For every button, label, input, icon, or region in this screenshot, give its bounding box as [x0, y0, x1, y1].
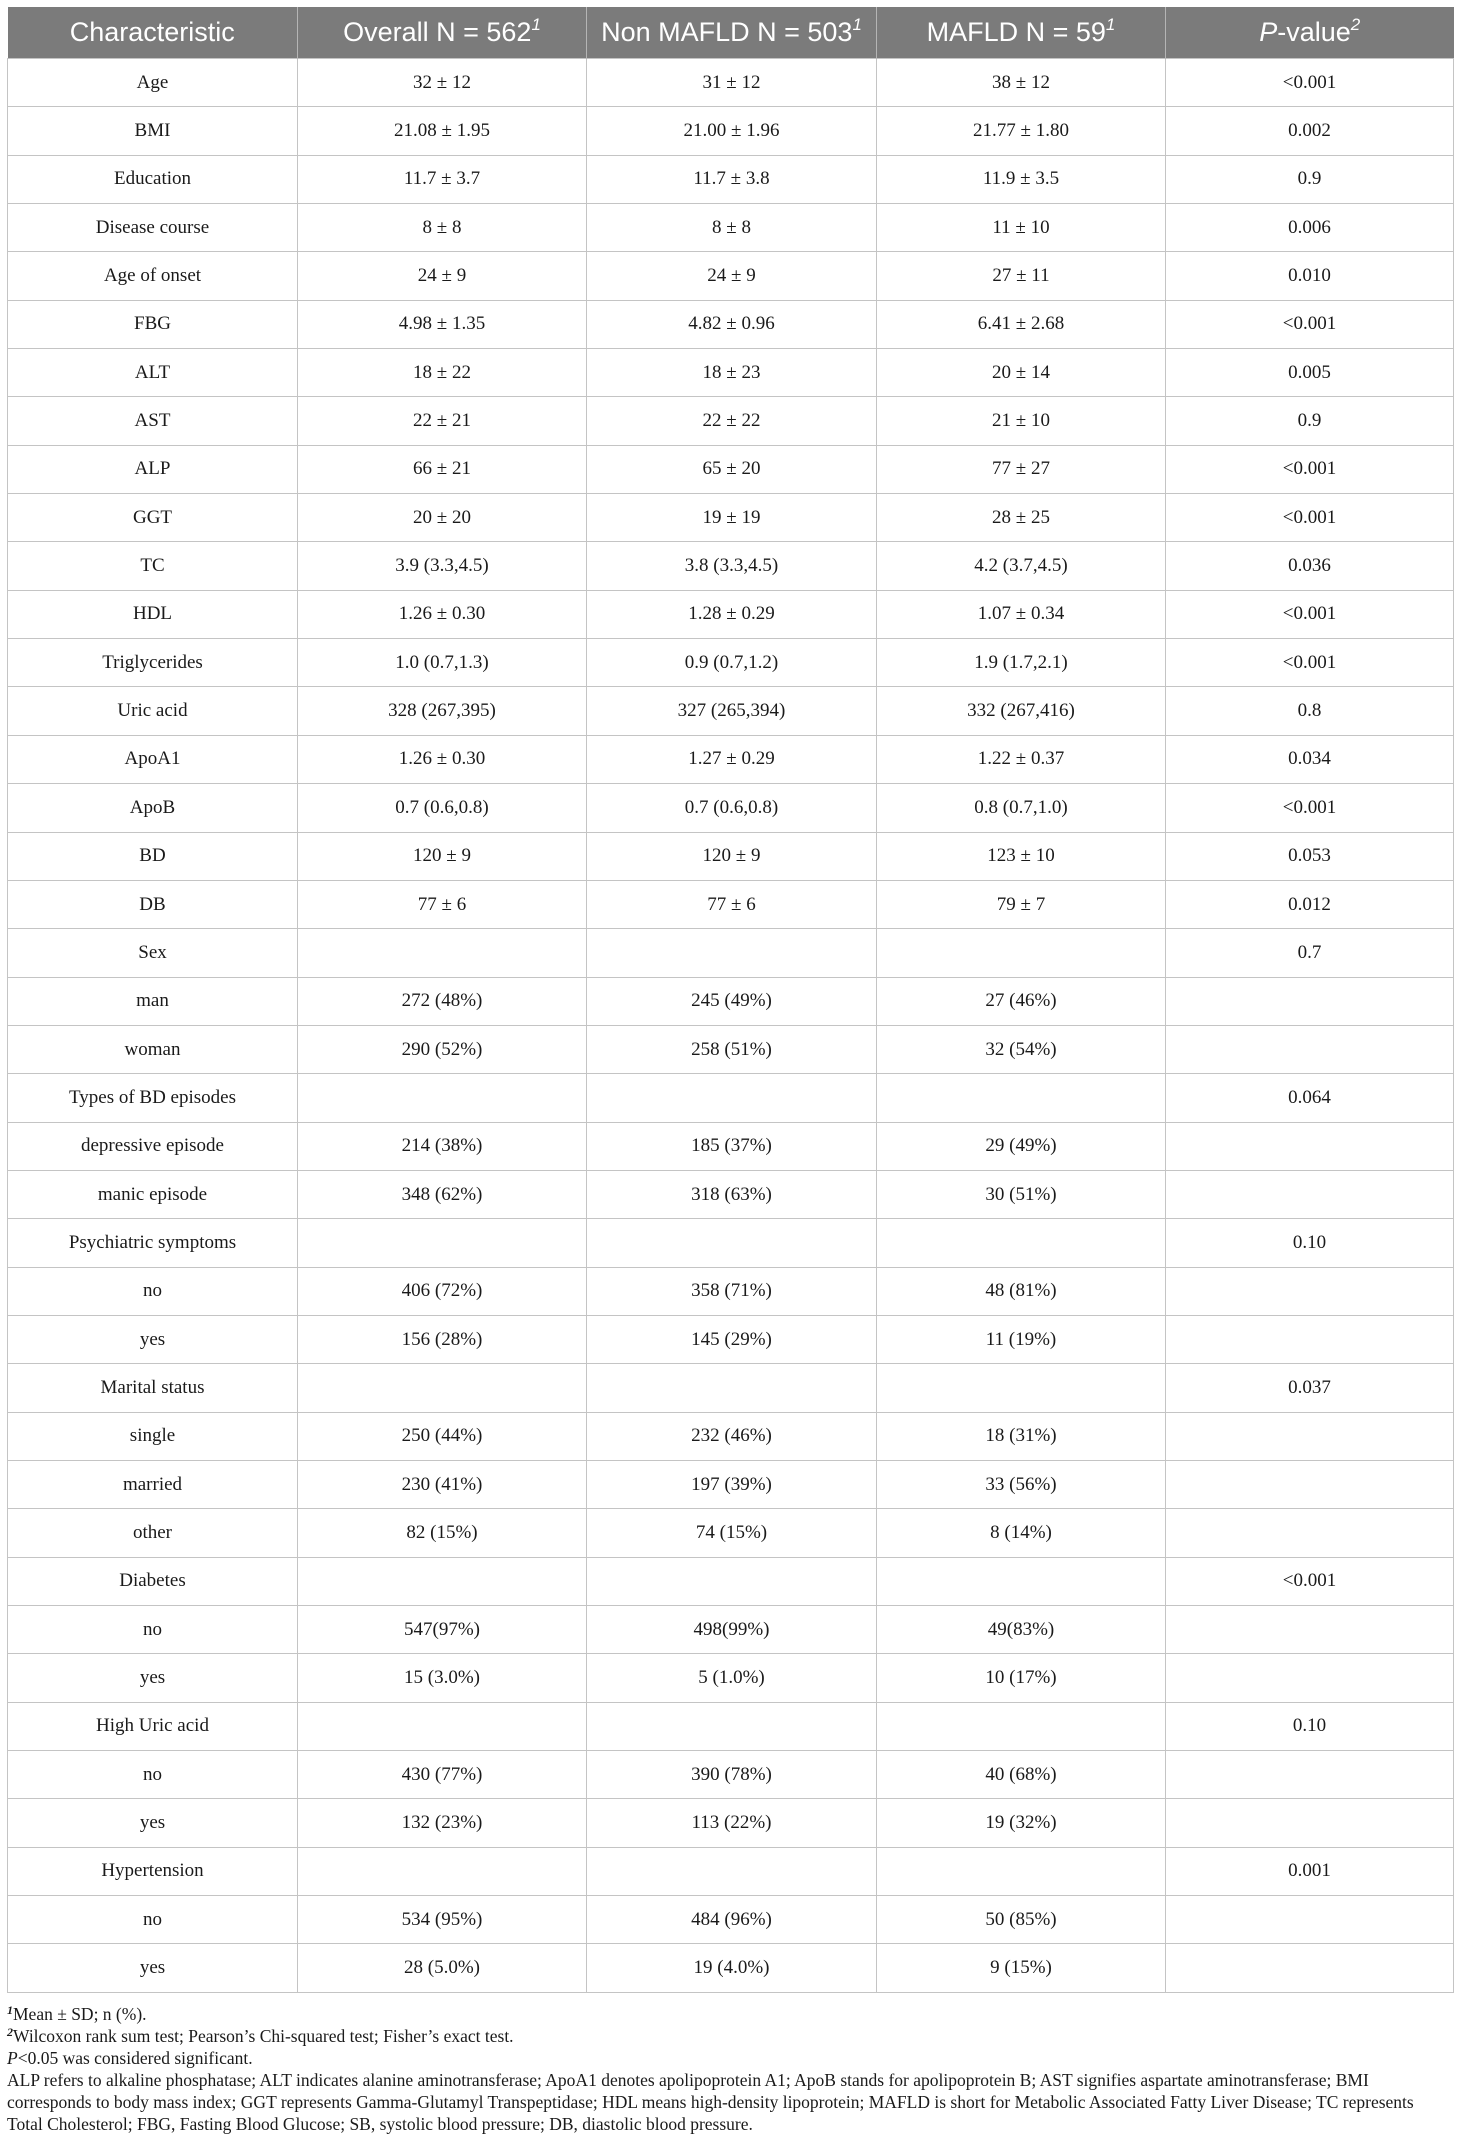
- cell-characteristic: ALT: [8, 349, 298, 397]
- cell-non-mafld: [587, 1219, 877, 1267]
- cell-overall: 132 (23%): [298, 1799, 587, 1847]
- table-row: [8, 1267, 1454, 1315]
- cell-p-value: 0.9: [1166, 155, 1454, 203]
- cell-characteristic: other: [8, 1509, 298, 1557]
- cell-mafld: 48 (81%): [877, 1267, 1166, 1315]
- cell-characteristic: FBG: [8, 300, 298, 348]
- cell-non-mafld: 185 (37%): [587, 1122, 877, 1170]
- cell-non-mafld: 1.28 ± 0.29: [587, 590, 877, 638]
- cell-p-value: [1166, 1460, 1454, 1508]
- cell-mafld: 77 ± 27: [877, 445, 1166, 493]
- cell-non-mafld: [587, 1074, 877, 1122]
- cell-non-mafld: 3.8 (3.3,4.5): [587, 542, 877, 590]
- cell-non-mafld: 19 (4.0%): [587, 1944, 877, 1992]
- cell-mafld: [877, 1364, 1166, 1412]
- cell-characteristic: depressive episode: [8, 1122, 298, 1170]
- cell-overall: 8 ± 8: [298, 204, 587, 252]
- cell-characteristic: man: [8, 977, 298, 1025]
- cell-non-mafld: 5 (1.0%): [587, 1654, 877, 1702]
- cell-mafld: 49(83%): [877, 1606, 1166, 1654]
- table-row: [8, 1025, 1454, 1073]
- cell-mafld: 4.2 (3.7,4.5): [877, 542, 1166, 590]
- cell-p-value: [1166, 1025, 1454, 1073]
- cell-overall: 24 ± 9: [298, 252, 587, 300]
- header-p-value: P-value$^2$: [1166, 7, 1454, 59]
- cell-overall: 348 (62%): [298, 1170, 587, 1218]
- cell-overall: 21.08 ± 1.95: [298, 107, 587, 155]
- cell-overall: [298, 929, 587, 977]
- cell-mafld: 11 (19%): [877, 1315, 1166, 1363]
- cell-p-value: [1166, 1315, 1454, 1363]
- cell-non-mafld: 318 (63%): [587, 1170, 877, 1218]
- table-row: [8, 1509, 1454, 1557]
- table-row: [8, 300, 1454, 348]
- footnote-2: $^2$Wilcoxon rank sum test; Pearson’s Chi-squared test; Fisher’s exact test.: [7, 2024, 514, 2046]
- cell-overall: 547(97%): [298, 1606, 587, 1654]
- cell-non-mafld: 65 ± 20: [587, 445, 877, 493]
- cell-p-value: 0.036: [1166, 542, 1454, 590]
- cell-mafld: 20 ± 14: [877, 349, 1166, 397]
- table-row: [8, 880, 1454, 928]
- cell-overall: 28 (5.0%): [298, 1944, 587, 1992]
- cell-non-mafld: 484 (96%): [587, 1896, 877, 1944]
- cell-mafld: 21.77 ± 1.80: [877, 107, 1166, 155]
- cell-p-value: 0.037: [1166, 1364, 1454, 1412]
- cell-p-value: [1166, 1412, 1454, 1460]
- table-row: [8, 397, 1454, 445]
- cell-p-value: <0.001: [1166, 300, 1454, 348]
- cell-non-mafld: 390 (78%): [587, 1751, 877, 1799]
- table-row: [8, 349, 1454, 397]
- cell-overall: 120 ± 9: [298, 832, 587, 880]
- cell-non-mafld: 327 (265,394): [587, 687, 877, 735]
- cell-overall: 230 (41%): [298, 1460, 587, 1508]
- cell-non-mafld: 0.7 (0.6,0.8): [587, 784, 877, 832]
- table-row: [8, 1412, 1454, 1460]
- cell-mafld: [877, 1074, 1166, 1122]
- cell-characteristic: GGT: [8, 494, 298, 542]
- cell-mafld: 50 (85%): [877, 1896, 1166, 1944]
- cell-characteristic: AST: [8, 397, 298, 445]
- cell-mafld: 18 (31%): [877, 1412, 1166, 1460]
- cell-non-mafld: 120 ± 9: [587, 832, 877, 880]
- cell-p-value: 0.010: [1166, 252, 1454, 300]
- cell-overall: [298, 1364, 587, 1412]
- cell-overall: 77 ± 6: [298, 880, 587, 928]
- cell-p-value: 0.9: [1166, 397, 1454, 445]
- table-row: [8, 929, 1454, 977]
- cell-mafld: 10 (17%): [877, 1654, 1166, 1702]
- cell-overall: 430 (77%): [298, 1751, 587, 1799]
- cell-characteristic: ApoA1: [8, 735, 298, 783]
- cell-non-mafld: [587, 1557, 877, 1605]
- cell-characteristic: BMI: [8, 107, 298, 155]
- cell-characteristic: BD: [8, 832, 298, 880]
- cell-overall: 0.7 (0.6,0.8): [298, 784, 587, 832]
- cell-p-value: [1166, 1799, 1454, 1847]
- cell-overall: 18 ± 22: [298, 349, 587, 397]
- cell-non-mafld: 4.82 ± 0.96: [587, 300, 877, 348]
- cell-overall: 82 (15%): [298, 1509, 587, 1557]
- cell-overall: [298, 1847, 587, 1895]
- footnote-1: $^1$Mean ± SD; n (%).: [7, 2002, 147, 2024]
- cell-characteristic: Marital status: [8, 1364, 298, 1412]
- table-row: [8, 59, 1454, 107]
- cell-mafld: 11 ± 10: [877, 204, 1166, 252]
- table-container: [7, 7, 1453, 2135]
- cell-characteristic: Uric acid: [8, 687, 298, 735]
- cell-overall: 1.26 ± 0.30: [298, 590, 587, 638]
- cell-p-value: 0.001: [1166, 1847, 1454, 1895]
- table-row: [8, 252, 1454, 300]
- cell-non-mafld: [587, 929, 877, 977]
- cell-mafld: [877, 1219, 1166, 1267]
- table-row: [8, 1847, 1454, 1895]
- table-row: [8, 204, 1454, 252]
- table-footnotes: [7, 2003, 1453, 2135]
- cell-overall: [298, 1074, 587, 1122]
- table-row: [8, 687, 1454, 735]
- cell-p-value: 0.053: [1166, 832, 1454, 880]
- cell-characteristic: HDL: [8, 590, 298, 638]
- table-row: [8, 1944, 1454, 1992]
- table-row: [8, 1315, 1454, 1363]
- table-row: [8, 590, 1454, 638]
- cell-overall: 214 (38%): [298, 1122, 587, 1170]
- cell-p-value: <0.001: [1166, 494, 1454, 542]
- cell-p-value: <0.001: [1166, 59, 1454, 107]
- cell-characteristic: DB: [8, 880, 298, 928]
- cell-mafld: 30 (51%): [877, 1170, 1166, 1218]
- cell-non-mafld: 22 ± 22: [587, 397, 877, 445]
- cell-characteristic: yes: [8, 1944, 298, 1992]
- cell-overall: [298, 1557, 587, 1605]
- cell-p-value: <0.001: [1166, 784, 1454, 832]
- cell-non-mafld: 19 ± 19: [587, 494, 877, 542]
- cell-overall: [298, 1702, 587, 1750]
- cell-overall: 32 ± 12: [298, 59, 587, 107]
- cell-overall: 11.7 ± 3.7: [298, 155, 587, 203]
- cell-characteristic: Types of BD episodes: [8, 1074, 298, 1122]
- cell-overall: 3.9 (3.3,4.5): [298, 542, 587, 590]
- cell-non-mafld: 1.27 ± 0.29: [587, 735, 877, 783]
- cell-p-value: 0.034: [1166, 735, 1454, 783]
- cell-non-mafld: 31 ± 12: [587, 59, 877, 107]
- cell-overall: 22 ± 21: [298, 397, 587, 445]
- cell-p-value: 0.10: [1166, 1702, 1454, 1750]
- header-overall: Overall $N = 562^1$: [298, 7, 587, 59]
- cell-mafld: 79 ± 7: [877, 880, 1166, 928]
- cell-p-value: [1166, 1896, 1454, 1944]
- table-row: [8, 1606, 1454, 1654]
- cell-overall: 66 ± 21: [298, 445, 587, 493]
- header-characteristic: Characteristic: [8, 7, 298, 59]
- cell-characteristic: Disease course: [8, 204, 298, 252]
- header-mafld: MAFLD $N = 59^1$: [877, 7, 1166, 59]
- table-row: [8, 832, 1454, 880]
- cell-overall: 272 (48%): [298, 977, 587, 1025]
- cell-non-mafld: 74 (15%): [587, 1509, 877, 1557]
- cell-characteristic: Psychiatric symptoms: [8, 1219, 298, 1267]
- cell-characteristic: Age of onset: [8, 252, 298, 300]
- cell-p-value: [1166, 1170, 1454, 1218]
- cell-p-value: <0.001: [1166, 445, 1454, 493]
- cell-overall: 20 ± 20: [298, 494, 587, 542]
- cell-p-value: 0.005: [1166, 349, 1454, 397]
- table-body: [8, 59, 1454, 1993]
- footnote-abbreviations: ALP refers to alkaline phosphatase; ALT indicates alanine aminotransferase; ApoA1 denotes apolipoprotein A1; ApoB stands for apolipoprotein B; AST signifies aspartate aminotransferase; BMI corresponds to body mass index; GGT represents Gamma-Glutamyl Transpeptidase; HDL means high-density lipoprotein; MAFLD is short for Metabolic Associated Fatty Liver Disease; TC represents Total Cholesterol; FBG, Fasting Blood Glucose; SB, systolic blood pressure; DB, diastolic blood pressure.: [7, 2069, 1414, 2134]
- table-row: [8, 494, 1454, 542]
- cell-mafld: [877, 1702, 1166, 1750]
- cell-non-mafld: 18 ± 23: [587, 349, 877, 397]
- cell-overall: 156 (28%): [298, 1315, 587, 1363]
- cell-non-mafld: [587, 1847, 877, 1895]
- cell-p-value: [1166, 1267, 1454, 1315]
- table-row: [8, 784, 1454, 832]
- table-row: [8, 1364, 1454, 1412]
- cell-mafld: 1.07 ± 0.34: [877, 590, 1166, 638]
- cell-non-mafld: 498(99%): [587, 1606, 877, 1654]
- table-row: [8, 1799, 1454, 1847]
- table-row: [8, 977, 1454, 1025]
- cell-p-value: 0.002: [1166, 107, 1454, 155]
- cell-mafld: 33 (56%): [877, 1460, 1166, 1508]
- cell-non-mafld: 245 (49%): [587, 977, 877, 1025]
- cell-mafld: 19 (32%): [877, 1799, 1166, 1847]
- cell-p-value: 0.012: [1166, 880, 1454, 928]
- table-row: [8, 735, 1454, 783]
- cell-characteristic: Hypertension: [8, 1847, 298, 1895]
- cell-p-value: [1166, 1654, 1454, 1702]
- cell-characteristic: woman: [8, 1025, 298, 1073]
- cell-non-mafld: 232 (46%): [587, 1412, 877, 1460]
- cell-mafld: 27 (46%): [877, 977, 1166, 1025]
- cell-characteristic: manic episode: [8, 1170, 298, 1218]
- table-row: [8, 1654, 1454, 1702]
- cell-mafld: 29 (49%): [877, 1122, 1166, 1170]
- cell-p-value: 0.10: [1166, 1219, 1454, 1267]
- cell-p-value: 0.8: [1166, 687, 1454, 735]
- cell-p-value: <0.001: [1166, 639, 1454, 687]
- table-row: [8, 1122, 1454, 1170]
- cell-overall: [298, 1219, 587, 1267]
- cell-non-mafld: 0.9 (0.7,1.2): [587, 639, 877, 687]
- cell-non-mafld: 11.7 ± 3.8: [587, 155, 877, 203]
- cell-characteristic: married: [8, 1460, 298, 1508]
- cell-non-mafld: [587, 1364, 877, 1412]
- header-non-mafld: Non MAFLD $N = 503^1$: [587, 7, 877, 59]
- table-row: [8, 1219, 1454, 1267]
- cell-characteristic: single: [8, 1412, 298, 1460]
- table-row: [8, 1074, 1454, 1122]
- cell-mafld: 38 ± 12: [877, 59, 1166, 107]
- cell-p-value: [1166, 1509, 1454, 1557]
- cell-p-value: [1166, 1944, 1454, 1992]
- table-row: [8, 1751, 1454, 1799]
- cell-overall: 328 (267,395): [298, 687, 587, 735]
- characteristics-table: [7, 7, 1454, 1993]
- cell-p-value: 0.064: [1166, 1074, 1454, 1122]
- cell-characteristic: ApoB: [8, 784, 298, 832]
- table-row: [8, 639, 1454, 687]
- table-row: [8, 107, 1454, 155]
- cell-characteristic: yes: [8, 1654, 298, 1702]
- cell-characteristic: yes: [8, 1799, 298, 1847]
- cell-mafld: 9 (15%): [877, 1944, 1166, 1992]
- table-row: [8, 445, 1454, 493]
- table-row: [8, 1557, 1454, 1605]
- cell-mafld: [877, 1847, 1166, 1895]
- cell-p-value: 0.006: [1166, 204, 1454, 252]
- cell-characteristic: no: [8, 1267, 298, 1315]
- cell-non-mafld: 145 (29%): [587, 1315, 877, 1363]
- cell-overall: 290 (52%): [298, 1025, 587, 1073]
- cell-non-mafld: 21.00 ± 1.96: [587, 107, 877, 155]
- cell-non-mafld: 358 (71%): [587, 1267, 877, 1315]
- table-row: [8, 155, 1454, 203]
- cell-p-value: [1166, 1751, 1454, 1799]
- cell-non-mafld: 197 (39%): [587, 1460, 877, 1508]
- cell-characteristic: Sex: [8, 929, 298, 977]
- cell-p-value: [1166, 1606, 1454, 1654]
- table-row: [8, 1460, 1454, 1508]
- cell-non-mafld: 113 (22%): [587, 1799, 877, 1847]
- cell-p-value: [1166, 977, 1454, 1025]
- table-row: [8, 1896, 1454, 1944]
- table-row: [8, 542, 1454, 590]
- cell-mafld: [877, 929, 1166, 977]
- cell-overall: 1.26 ± 0.30: [298, 735, 587, 783]
- table-row: [8, 1702, 1454, 1750]
- cell-mafld: 6.41 ± 2.68: [877, 300, 1166, 348]
- cell-characteristic: no: [8, 1896, 298, 1944]
- cell-p-value: [1166, 1122, 1454, 1170]
- cell-mafld: 332 (267,416): [877, 687, 1166, 735]
- cell-mafld: 1.9 (1.7,2.1): [877, 639, 1166, 687]
- cell-non-mafld: 77 ± 6: [587, 880, 877, 928]
- cell-p-value: 0.7: [1166, 929, 1454, 977]
- cell-characteristic: High Uric acid: [8, 1702, 298, 1750]
- cell-non-mafld: [587, 1702, 877, 1750]
- cell-characteristic: Age: [8, 59, 298, 107]
- cell-mafld: 28 ± 25: [877, 494, 1166, 542]
- cell-mafld: 21 ± 10: [877, 397, 1166, 445]
- cell-non-mafld: 8 ± 8: [587, 204, 877, 252]
- cell-characteristic: yes: [8, 1315, 298, 1363]
- cell-mafld: 27 ± 11: [877, 252, 1166, 300]
- cell-mafld: 123 ± 10: [877, 832, 1166, 880]
- cell-mafld: 32 (54%): [877, 1025, 1166, 1073]
- cell-mafld: 11.9 ± 3.5: [877, 155, 1166, 203]
- cell-overall: 15 (3.0%): [298, 1654, 587, 1702]
- footnote-significance: P<0.05 was considered significant.: [7, 2047, 253, 2068]
- cell-overall: 534 (95%): [298, 1896, 587, 1944]
- cell-characteristic: no: [8, 1606, 298, 1654]
- cell-mafld: 40 (68%): [877, 1751, 1166, 1799]
- cell-characteristic: ALP: [8, 445, 298, 493]
- cell-mafld: 1.22 ± 0.37: [877, 735, 1166, 783]
- cell-characteristic: TC: [8, 542, 298, 590]
- cell-p-value: <0.001: [1166, 590, 1454, 638]
- cell-overall: 1.0 (0.7,1.3): [298, 639, 587, 687]
- table-row: [8, 1170, 1454, 1218]
- cell-p-value: <0.001: [1166, 1557, 1454, 1605]
- cell-characteristic: Education: [8, 155, 298, 203]
- cell-non-mafld: 24 ± 9: [587, 252, 877, 300]
- cell-mafld: 0.8 (0.7,1.0): [877, 784, 1166, 832]
- cell-characteristic: no: [8, 1751, 298, 1799]
- cell-mafld: 8 (14%): [877, 1509, 1166, 1557]
- header-row: [8, 7, 1454, 59]
- cell-overall: 250 (44%): [298, 1412, 587, 1460]
- cell-non-mafld: 258 (51%): [587, 1025, 877, 1073]
- cell-overall: 406 (72%): [298, 1267, 587, 1315]
- cell-characteristic: Diabetes: [8, 1557, 298, 1605]
- cell-overall: 4.98 ± 1.35: [298, 300, 587, 348]
- cell-mafld: [877, 1557, 1166, 1605]
- cell-characteristic: Triglycerides: [8, 639, 298, 687]
